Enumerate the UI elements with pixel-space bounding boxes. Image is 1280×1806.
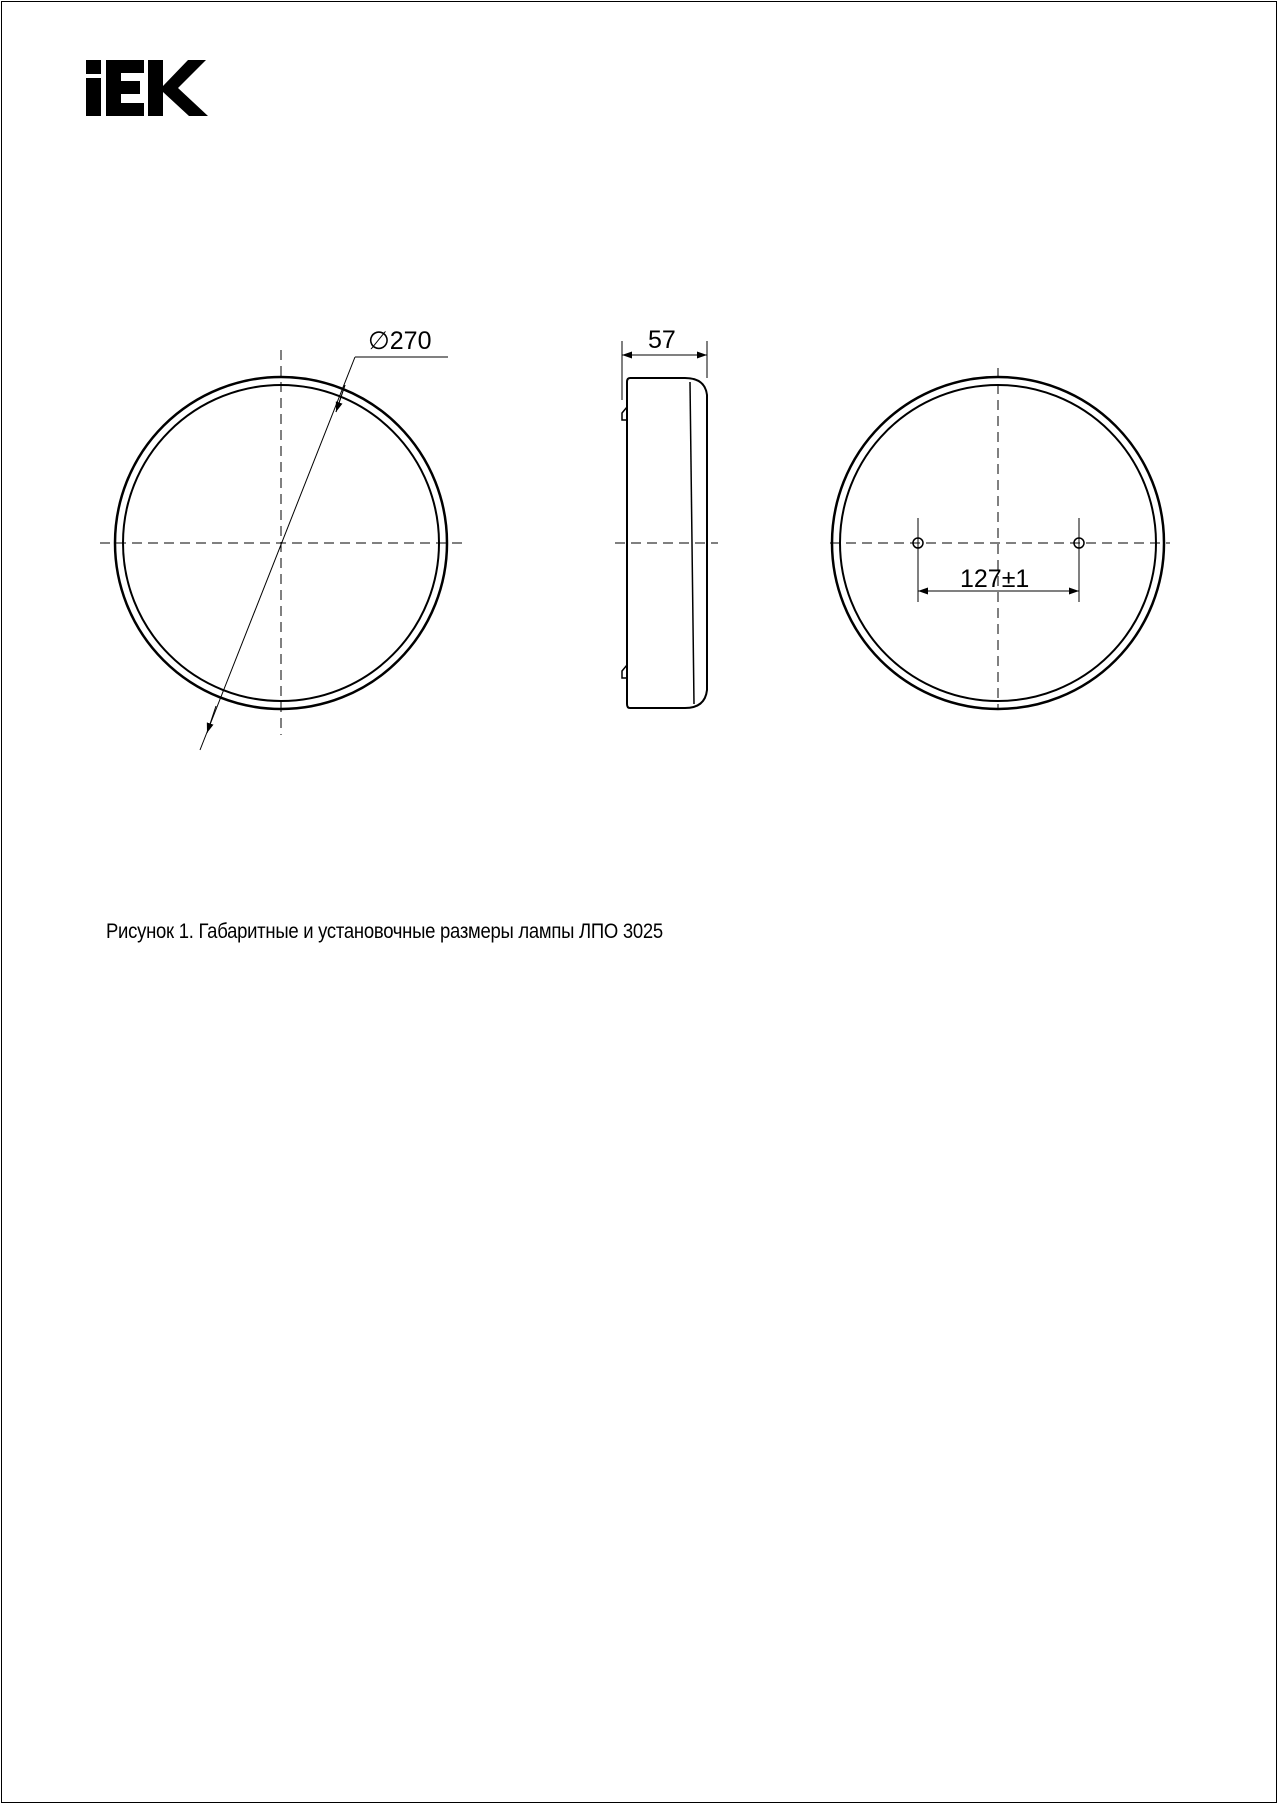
front-view (100, 350, 462, 750)
diameter-dimension-line (200, 357, 355, 750)
iek-logo (86, 60, 208, 116)
rear-view (830, 368, 1170, 710)
mounting-spacing-label: 127±1 (960, 565, 1030, 593)
side-view (615, 341, 718, 708)
figure-caption: Рисунок 1. Габаритные и установочные размеры лампы ЛПО 3025 (106, 920, 663, 943)
depth-label: 57 (648, 326, 676, 354)
diameter-label: ∅270 (368, 327, 432, 355)
